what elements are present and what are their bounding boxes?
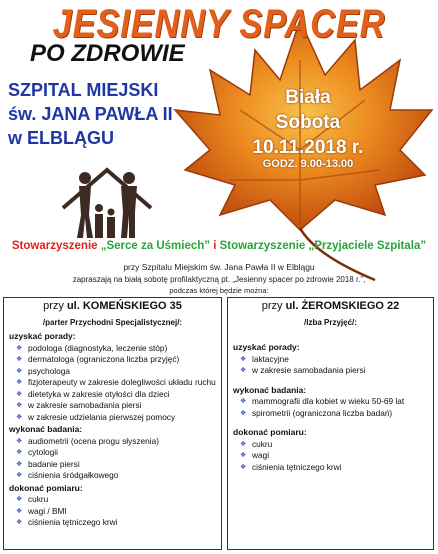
list-item: ❖ psychologa — [16, 366, 221, 378]
list-item: ❖ cukru — [240, 439, 433, 451]
list-item: ❖ spirometrii (ograniczona liczba badań) — [240, 408, 433, 420]
section-list — [4, 494, 221, 529]
left-box-sections — [4, 331, 221, 529]
list-item: ❖ dietetyka w zakresie otyłości dla dzieci — [16, 389, 221, 401]
list-item: ❖ wagi / BMI — [16, 506, 221, 518]
left-box-heading — [4, 301, 221, 313]
list-item: ❖ mammografii dla kobiet w wieku 50-69 lat — [240, 396, 433, 408]
left-box-subheading: /parter Przychodni Specjalistycznej/: — [42, 317, 183, 327]
right-box-subheading: /Izba Przyjęć/: — [304, 317, 357, 327]
hospital-name-line-3: w ELBLĄGU — [8, 128, 114, 148]
section-title: uzyskać porady: — [233, 342, 300, 352]
association-1-name: „Serce za Uśmiech” — [100, 240, 211, 252]
list-item: ❖ cytologii — [16, 447, 221, 459]
intro-line-1: przy Szpitalu Miejskim św. Jana Pawła II w Elblągu — [123, 262, 315, 272]
list-item: ❖ ciśnienia tętniczego krwi — [240, 462, 433, 474]
right-box-heading — [228, 301, 433, 313]
section-list — [228, 354, 433, 377]
list-item: ❖ w zakresie samobadania piersi — [240, 365, 433, 377]
event-date: 10.11.2018 r. — [252, 137, 364, 158]
section-list — [4, 436, 221, 482]
section-title: wykonać badania: — [9, 424, 83, 434]
right-location-box — [227, 297, 434, 550]
section-list — [228, 396, 433, 419]
left-box-address: ul. KOMEŃSKIEGO 35 — [66, 300, 182, 312]
list-item: ❖ dermatologa (ograniczona liczba przyjęć) — [16, 354, 221, 366]
list-item: ❖ badanie piersi — [16, 459, 221, 471]
list-item: ❖ podologa (diagnostyka, leczenie stóp) — [16, 343, 221, 355]
associations-line — [0, 240, 438, 252]
section-title: wykonać badania: — [233, 384, 307, 395]
event-place-1: Biała — [285, 87, 331, 108]
event-place-2: Sobota — [275, 112, 341, 133]
list-item: ❖ w zakresie udzielania pierwszej pomocy — [16, 412, 221, 424]
list-item: ❖ laktacyjne — [240, 354, 433, 366]
list-item: ❖ wagi — [240, 450, 433, 462]
hospital-name-line-2: św. JANA PAWŁA II — [8, 104, 173, 124]
association-2-label: Stowarzyszenie — [219, 240, 309, 252]
section-title: dokonać pomiaru: — [9, 482, 83, 493]
right-box-sections — [228, 342, 433, 473]
list-item: ❖ fizjoterapeuty w zakresie dolegliwości układu ruchu — [16, 377, 221, 389]
list-item: ❖ cukru — [16, 494, 221, 506]
poster-subtitle: PO ZDROWIE — [30, 40, 185, 67]
intro-line-3: podczas której będzie można: — [169, 286, 269, 295]
right-box-address: ul. ŻEROMSKIEGO 22 — [285, 300, 400, 312]
list-item: ❖ w zakresie samobadania piersi — [16, 400, 221, 412]
event-hours: GODZ. 9.00-13.00 — [262, 158, 354, 170]
list-item: ❖ ciśnienia śródgałkowego — [16, 470, 221, 482]
right-box-heading-prefix: przy — [261, 300, 286, 312]
association-2-name: „Przyjaciele Szpitala” — [308, 240, 427, 252]
list-item: ❖ audiometrii (ocena progu słyszenia) — [16, 436, 221, 448]
list-item: ❖ ciśnienia tętniczego krwi — [16, 517, 221, 529]
left-box-heading-prefix: przy — [43, 300, 67, 312]
left-location-box — [3, 297, 222, 550]
poster-title: JESIENNY SPACER — [52, 2, 386, 46]
association-1-label: Stowarzyszenie — [11, 240, 101, 252]
intro-line-2: zapraszają na białą sobotę profilaktyczną pt. „Jesienny spacer po zdrowie 2018 r.”, — [72, 275, 366, 284]
section-list — [228, 439, 433, 474]
family-silhouette — [55, 160, 165, 240]
association-conjunction: i — [210, 240, 220, 252]
section-title: dokonać pomiaru: — [233, 427, 307, 437]
section-list — [4, 343, 221, 424]
hospital-name-line-1: SZPITAL MIEJSKI — [8, 80, 159, 100]
section-title: uzyskać porady: — [9, 331, 76, 341]
